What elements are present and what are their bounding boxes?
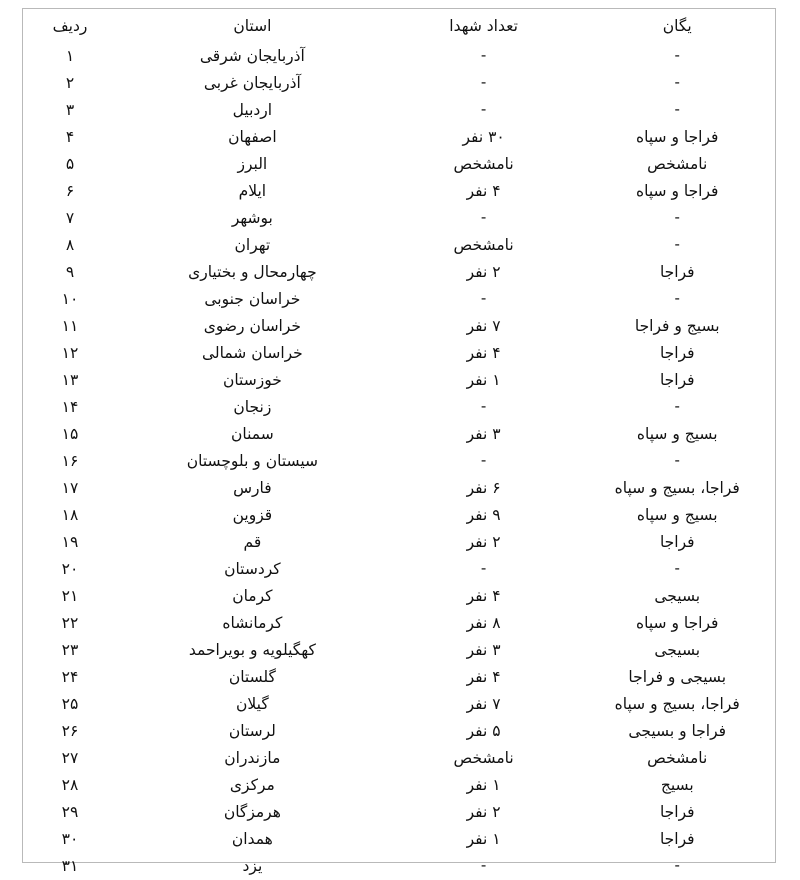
header-row bbox=[23, 9, 775, 43]
cell-province: سمنان bbox=[231, 425, 274, 443]
cell-count: ۴ نفر bbox=[466, 182, 501, 200]
cell-province: اردبیل bbox=[232, 101, 273, 119]
cell-row-number: ۲۲ bbox=[61, 614, 79, 632]
table-row bbox=[23, 97, 775, 124]
cell-province: اصفهان bbox=[228, 128, 277, 146]
table-row bbox=[23, 637, 775, 664]
table-row bbox=[23, 151, 775, 178]
cell-province: البرز bbox=[237, 155, 268, 173]
table-row bbox=[23, 124, 775, 151]
cell-unit bbox=[579, 853, 775, 880]
cell-province: تهران bbox=[234, 236, 271, 254]
cell-unit bbox=[579, 43, 775, 70]
table-row bbox=[23, 556, 775, 583]
cell-province: ایلام bbox=[238, 182, 267, 200]
empty-cell-marker: - bbox=[674, 100, 680, 118]
cell-unit: فراجا bbox=[659, 803, 695, 821]
table-row bbox=[23, 448, 775, 475]
cell-province: کهگیلویه و بویراحمد bbox=[188, 641, 316, 659]
cell-unit: نامشخص bbox=[647, 155, 708, 173]
cell-row-number: ۱۸ bbox=[61, 506, 79, 524]
cell-row-number: ۱۰ bbox=[61, 290, 79, 308]
cell-count: نامشخص bbox=[453, 155, 514, 173]
table-row bbox=[23, 232, 775, 259]
table-row bbox=[23, 421, 775, 448]
cell-row-number: ۹ bbox=[65, 263, 75, 281]
empty-cell-marker: - bbox=[480, 397, 487, 415]
table-row bbox=[23, 502, 775, 529]
cell-unit: بسیج و فراجا bbox=[634, 317, 720, 335]
cell-province: کردستان bbox=[224, 560, 281, 578]
cell-count: ۲ نفر bbox=[466, 263, 501, 281]
cell-count bbox=[388, 394, 580, 421]
empty-cell-marker: - bbox=[480, 46, 487, 64]
cell-row-number: ۲۸ bbox=[61, 776, 79, 794]
cell-count: ۴ نفر bbox=[466, 344, 501, 362]
empty-cell-marker: - bbox=[480, 100, 487, 118]
cell-unit: بسیجی bbox=[654, 587, 701, 605]
table-row bbox=[23, 853, 775, 880]
cell-province: کرمانشاه bbox=[222, 614, 283, 632]
cell-row-number: ۱۲ bbox=[61, 344, 79, 362]
empty-cell-marker: - bbox=[480, 208, 487, 226]
cell-count: ۲ نفر bbox=[466, 803, 501, 821]
table-row bbox=[23, 799, 775, 826]
cell-unit bbox=[579, 205, 775, 232]
cell-count: ۴ نفر bbox=[466, 668, 501, 686]
cell-unit: بسیج و سپاه bbox=[636, 506, 718, 524]
cell-row-number: ۸ bbox=[65, 236, 75, 254]
casualty-table bbox=[23, 9, 775, 880]
cell-row-number: ۲۹ bbox=[61, 803, 79, 821]
cell-unit: فراجا bbox=[659, 830, 695, 848]
cell-unit: بسیجی bbox=[654, 641, 701, 659]
table-row bbox=[23, 718, 775, 745]
empty-cell-marker: - bbox=[480, 289, 487, 307]
cell-unit bbox=[579, 70, 775, 97]
table-frame bbox=[22, 8, 776, 875]
cell-row-number: ۵ bbox=[65, 155, 75, 173]
cell-province: مرکزی bbox=[229, 776, 275, 794]
cell-row-number: ۳۰ bbox=[61, 830, 79, 848]
cell-province: آذربایجان غربی bbox=[203, 74, 301, 92]
cell-unit: فراجا و بسیجی bbox=[628, 722, 727, 740]
column-header-province: استان bbox=[233, 17, 272, 35]
table-row bbox=[23, 529, 775, 556]
cell-unit: نامشخص bbox=[647, 749, 708, 767]
cell-province: آذربایجان شرقی bbox=[199, 47, 305, 65]
cell-province: سیستان و بلوچستان bbox=[186, 452, 318, 470]
table-row bbox=[23, 826, 775, 853]
cell-row-number: ۱۳ bbox=[61, 371, 79, 389]
cell-row-number: ۳ bbox=[65, 101, 75, 119]
cell-province: فارس bbox=[233, 479, 272, 497]
table-row bbox=[23, 583, 775, 610]
table-row bbox=[23, 475, 775, 502]
empty-cell-marker: - bbox=[480, 856, 487, 874]
cell-count: ۷ نفر bbox=[466, 317, 501, 335]
cell-province: بوشهر bbox=[231, 209, 273, 227]
cell-province: هرمزگان bbox=[223, 803, 281, 821]
cell-count bbox=[388, 853, 580, 880]
cell-count bbox=[388, 97, 580, 124]
cell-province: قزوین bbox=[232, 506, 273, 524]
empty-cell-marker: - bbox=[674, 46, 680, 64]
cell-count: نامشخص bbox=[453, 236, 514, 254]
cell-province: همدان bbox=[231, 830, 273, 848]
column-header-count: تعداد شهدا bbox=[449, 17, 518, 35]
cell-row-number: ۲۴ bbox=[61, 668, 79, 686]
cell-province: خوزستان bbox=[222, 371, 282, 389]
cell-count: ۴ نفر bbox=[466, 587, 501, 605]
cell-count: ۳ نفر bbox=[466, 425, 501, 443]
cell-row-number: ۷ bbox=[65, 209, 75, 227]
table-row bbox=[23, 772, 775, 799]
table-row bbox=[23, 664, 775, 691]
empty-cell-marker: - bbox=[674, 235, 680, 253]
cell-count: ۶ نفر bbox=[466, 479, 501, 497]
cell-row-number: ۳۱ bbox=[61, 857, 79, 875]
cell-count: ۱ نفر bbox=[466, 776, 501, 794]
cell-province: چهارمحال و بختیاری bbox=[188, 263, 317, 281]
table-row bbox=[23, 259, 775, 286]
cell-count: ۱ نفر bbox=[466, 371, 501, 389]
cell-province: مازندران bbox=[224, 749, 281, 767]
cell-row-number: ۲۶ bbox=[61, 722, 79, 740]
cell-unit: فراجا، بسیج و سپاه bbox=[614, 479, 740, 497]
empty-cell-marker: - bbox=[674, 397, 680, 415]
table-row bbox=[23, 610, 775, 637]
cell-row-number: ۲۵ bbox=[61, 695, 79, 713]
cell-province: خراسان شمالی bbox=[201, 344, 303, 362]
cell-province: خراسان رضوی bbox=[203, 317, 301, 335]
cell-row-number: ۶ bbox=[65, 182, 75, 200]
cell-row-number: ۱۴ bbox=[61, 398, 79, 416]
cell-row-number: ۲۱ bbox=[61, 587, 79, 605]
cell-unit bbox=[579, 448, 775, 475]
cell-province: زنجان bbox=[233, 398, 272, 416]
empty-cell-marker: - bbox=[480, 451, 487, 469]
cell-row-number: ۱۵ bbox=[61, 425, 79, 443]
cell-count: ۵ نفر bbox=[466, 722, 501, 740]
cell-unit bbox=[579, 286, 775, 313]
cell-row-number: ۲۰ bbox=[61, 560, 79, 578]
empty-cell-marker: - bbox=[674, 856, 680, 874]
cell-count: ۳ نفر bbox=[466, 641, 501, 659]
cell-count bbox=[388, 286, 580, 313]
cell-province: یزد bbox=[242, 857, 263, 875]
cell-count bbox=[388, 556, 580, 583]
cell-count: ۷ نفر bbox=[466, 695, 501, 713]
cell-unit bbox=[579, 394, 775, 421]
table-row bbox=[23, 367, 775, 394]
cell-unit: فراجا، بسیج و سپاه bbox=[614, 695, 740, 713]
column-header-unit: یگان bbox=[662, 17, 692, 35]
cell-unit: فراجا و سپاه bbox=[636, 614, 719, 632]
empty-cell-marker: - bbox=[674, 208, 680, 226]
cell-count: ۳۰ نفر bbox=[462, 128, 505, 146]
cell-row-number: ۱۹ bbox=[61, 533, 79, 551]
empty-cell-marker: - bbox=[674, 289, 680, 307]
table-row bbox=[23, 340, 775, 367]
cell-count bbox=[388, 205, 580, 232]
cell-province: خراسان جنوبی bbox=[204, 290, 301, 308]
empty-cell-marker: - bbox=[674, 559, 680, 577]
cell-unit: فراجا bbox=[659, 344, 695, 362]
cell-unit: بسیج و سپاه bbox=[636, 425, 718, 443]
cell-count bbox=[388, 43, 580, 70]
cell-province: کرمان bbox=[232, 587, 273, 605]
table-body bbox=[23, 43, 775, 880]
cell-count bbox=[388, 448, 580, 475]
cell-unit: فراجا bbox=[659, 371, 695, 389]
cell-row-number: ۲۷ bbox=[61, 749, 79, 767]
table-header bbox=[23, 9, 775, 43]
table-row bbox=[23, 691, 775, 718]
cell-count: ۹ نفر bbox=[466, 506, 501, 524]
cell-count: ۲ نفر bbox=[466, 533, 501, 551]
cell-row-number: ۴ bbox=[65, 128, 75, 146]
cell-count: ۱ نفر bbox=[466, 830, 501, 848]
cell-province: گلستان bbox=[228, 668, 276, 686]
table-row bbox=[23, 394, 775, 421]
empty-cell-marker: - bbox=[674, 73, 680, 91]
cell-unit: فراجا و سپاه bbox=[636, 128, 719, 146]
cell-province: گیلان bbox=[236, 695, 269, 713]
cell-unit: فراجا bbox=[659, 263, 695, 281]
cell-unit bbox=[579, 556, 775, 583]
cell-unit bbox=[579, 97, 775, 124]
table-row bbox=[23, 313, 775, 340]
empty-cell-marker: - bbox=[480, 559, 487, 577]
cell-unit: فراجا و سپاه bbox=[636, 182, 719, 200]
table-row bbox=[23, 178, 775, 205]
cell-row-number: ۱۱ bbox=[61, 317, 79, 335]
column-header-index: ردیف bbox=[52, 17, 88, 35]
empty-cell-marker: - bbox=[674, 451, 680, 469]
cell-unit: بسیج bbox=[660, 776, 694, 794]
cell-row-number: ۲۳ bbox=[61, 641, 79, 659]
cell-row-number: ۱ bbox=[65, 47, 75, 65]
empty-cell-marker: - bbox=[480, 73, 487, 91]
table-row bbox=[23, 70, 775, 97]
cell-unit bbox=[579, 232, 775, 259]
cell-count bbox=[388, 70, 580, 97]
table-row bbox=[23, 745, 775, 772]
table-row bbox=[23, 43, 775, 70]
cell-unit: بسیجی و فراجا bbox=[628, 668, 727, 686]
cell-count: نامشخص bbox=[453, 749, 514, 767]
cell-unit: فراجا bbox=[659, 533, 695, 551]
table-row bbox=[23, 205, 775, 232]
cell-row-number: ۱۷ bbox=[61, 479, 79, 497]
cell-row-number: ۲ bbox=[65, 74, 75, 92]
cell-province: قم bbox=[243, 533, 262, 551]
cell-count: ۸ نفر bbox=[466, 614, 501, 632]
table-row bbox=[23, 286, 775, 313]
cell-province: لرستان bbox=[228, 722, 276, 740]
cell-row-number: ۱۶ bbox=[61, 452, 79, 470]
